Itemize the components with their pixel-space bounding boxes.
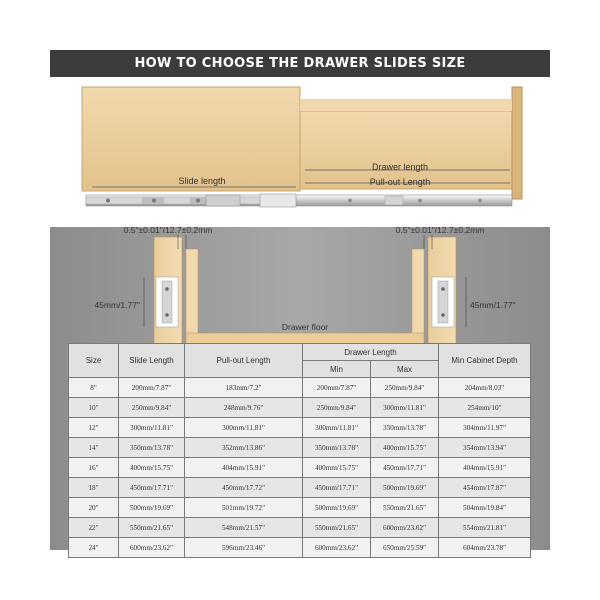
- cell-max: 300mm/11.81": [371, 398, 439, 418]
- cell-slide: 600mm/23.62": [119, 538, 185, 558]
- drawer-floor-label: Drawer floor: [281, 322, 329, 332]
- cell-min: 300mm/11.81": [303, 418, 371, 438]
- cell-pullout: 501mm/19.72": [185, 498, 303, 518]
- cell-min: 400mm/15.75": [303, 458, 371, 478]
- cell-min: 600mm/23.62": [303, 538, 371, 558]
- cell-depth: 454mm/17.87": [439, 478, 531, 498]
- left-height-label: 45mm/1.77": [94, 300, 140, 310]
- cell-size: 24": [69, 538, 119, 558]
- rail-release-tab: [260, 194, 296, 207]
- right-gap-label: 0.5"±0.01"/12.7±0.2mm: [395, 225, 485, 235]
- cell-pullout: 450mm/17.72": [185, 478, 303, 498]
- cell-pullout: 404mm/15.91": [185, 458, 303, 478]
- cell-depth: 504mm/19.84": [439, 498, 531, 518]
- size-table: [68, 343, 531, 558]
- title-banner: HOW TO CHOOSE THE DRAWER SLIDES SIZE: [50, 50, 550, 77]
- screw-hole-4: [348, 199, 352, 203]
- cell-max: 450mm/17.71": [371, 458, 439, 478]
- cell-max: 650mm/25.59": [371, 538, 439, 558]
- table-row: [69, 498, 531, 518]
- cell-max: 400mm/15.75": [371, 438, 439, 458]
- screw-hole-2: [152, 199, 156, 203]
- left-gap-label: 0.5"±0.01"/12.7±0.2mm: [123, 225, 213, 235]
- screw-hole-6: [478, 199, 482, 203]
- cell-size: 22": [69, 518, 119, 538]
- screw-hole-1: [106, 199, 110, 203]
- cell-depth: 204mm/8.03": [439, 378, 531, 398]
- cell-size: 18": [69, 478, 119, 498]
- drawer-front: [512, 87, 522, 199]
- cell-size: 8": [69, 378, 119, 398]
- cell-max: 250mm/9.84": [371, 378, 439, 398]
- header-size: Size: [69, 344, 119, 378]
- drawer-top-edge: [300, 99, 512, 111]
- cell-depth: 554mm/21.81": [439, 518, 531, 538]
- cell-pullout: 300mm/11.81": [185, 418, 303, 438]
- right-ball-1: [441, 287, 445, 291]
- pullout-length-label: Pull-out Length: [369, 177, 431, 187]
- table-row: [69, 478, 531, 498]
- left-ball-1: [165, 287, 169, 291]
- cell-depth: 354mm/13.94": [439, 438, 531, 458]
- cell-slide: 500mm/19.69": [119, 498, 185, 518]
- cell-depth: 604mm/23.78": [439, 538, 531, 558]
- rail-disconnect-lever: [206, 195, 240, 206]
- table-row: [69, 378, 531, 398]
- table-row: [69, 538, 531, 558]
- cell-slide: 200mm/7.87": [119, 378, 185, 398]
- left-ball-2: [165, 313, 169, 317]
- infographic-panel: [50, 50, 550, 550]
- cell-slide: 350mm/13.78": [119, 438, 185, 458]
- cell-min: 450mm/17.71": [303, 478, 371, 498]
- header-max: Max: [371, 361, 439, 378]
- cell-pullout: 183mm/7.2": [185, 378, 303, 398]
- cell-slide: 450mm/17.71": [119, 478, 185, 498]
- cell-min: 200mm/7.87": [303, 378, 371, 398]
- table-row: [69, 398, 531, 418]
- cell-slide: 300mm/11.81": [119, 418, 185, 438]
- drawer-length-label: Drawer length: [371, 162, 429, 172]
- cell-max: 350mm/13.78": [371, 418, 439, 438]
- header-min-cabinet-depth: Min Cabinet Depth: [439, 344, 531, 378]
- cell-slide: 250mm/9.84": [119, 398, 185, 418]
- drawer-right-side: [412, 249, 424, 345]
- table-row: [69, 518, 531, 538]
- cell-min: 250mm/9.84": [303, 398, 371, 418]
- table-body: [69, 378, 531, 558]
- cell-pullout: 596mm/23.46": [185, 538, 303, 558]
- cell-pullout: 248mm/9.76": [185, 398, 303, 418]
- size-table-wrapper: [68, 343, 530, 558]
- cell-pullout: 548mm/21.57": [185, 518, 303, 538]
- cell-pullout: 352mm/13.86": [185, 438, 303, 458]
- table-row: [69, 438, 531, 458]
- cell-max: 500mm/19.69": [371, 478, 439, 498]
- cell-depth: 404mm/15.91": [439, 458, 531, 478]
- cell-size: 10": [69, 398, 119, 418]
- cell-size: 16": [69, 458, 119, 478]
- drawer-left-side: [186, 249, 198, 345]
- right-height-label: 45mm/1.77": [470, 300, 516, 310]
- cell-depth: 304mm/11.97": [439, 418, 531, 438]
- header-min: Min: [303, 361, 371, 378]
- cell-size: 14": [69, 438, 119, 458]
- cell-size: 20": [69, 498, 119, 518]
- inner-rail-catch: [385, 196, 403, 205]
- cell-max: 550mm/21.65": [371, 498, 439, 518]
- header-drawer-length: Drawer Length: [303, 344, 439, 361]
- cell-slide: 550mm/21.65": [119, 518, 185, 538]
- cell-min: 550mm/21.65": [303, 518, 371, 538]
- table-row: [69, 418, 531, 438]
- screw-hole-5: [418, 199, 422, 203]
- cell-slide: 400mm/15.75": [119, 458, 185, 478]
- cell-min: 350mm/13.78": [303, 438, 371, 458]
- right-ball-2: [441, 313, 445, 317]
- cell-size: 12": [69, 418, 119, 438]
- cell-depth: 254mm/10": [439, 398, 531, 418]
- slide-length-label: Slide length: [178, 176, 226, 186]
- header-slide-length: Slide Length: [119, 344, 185, 378]
- cell-min: 500mm/19.69": [303, 498, 371, 518]
- table-row: [69, 458, 531, 478]
- cell-max: 600mm/23.62": [371, 518, 439, 538]
- header-pullout-length: Pull-out Length: [185, 344, 303, 378]
- screw-hole-3: [196, 199, 200, 203]
